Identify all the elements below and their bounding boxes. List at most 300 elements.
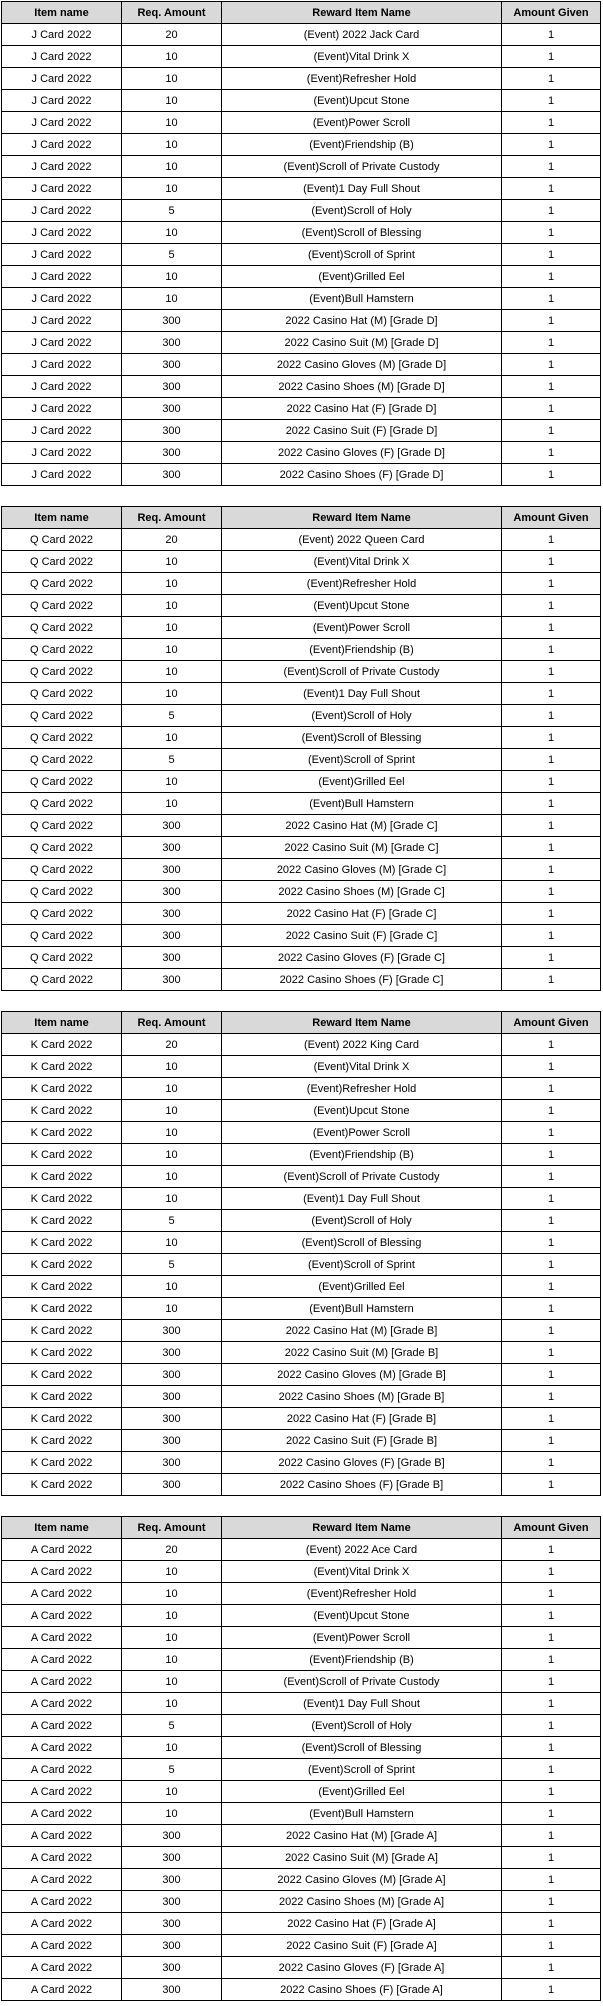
reward-item-name-cell: (Event)Scroll of Private Custody xyxy=(222,156,502,178)
req-amount-cell: 20 xyxy=(122,1539,222,1561)
amount-given-cell: 1 xyxy=(502,793,601,815)
req-amount-cell: 10 xyxy=(122,112,222,134)
table-row xyxy=(2,771,601,793)
item-name-cell: K Card 2022 xyxy=(2,1342,122,1364)
item-name-cell: Q Card 2022 xyxy=(2,551,122,573)
req-amount-cell: 10 xyxy=(122,1671,222,1693)
amount-given-cell: 1 xyxy=(502,288,601,310)
item-name-cell: Q Card 2022 xyxy=(2,947,122,969)
req-amount-cell: 10 xyxy=(122,178,222,200)
reward-item-name-cell: 2022 Casino Suit (M) [Grade A] xyxy=(222,1847,502,1869)
amount-given-cell: 1 xyxy=(502,1539,601,1561)
amount-given-cell: 1 xyxy=(502,1847,601,1869)
item-name-cell: A Card 2022 xyxy=(2,1803,122,1825)
item-name-cell: Q Card 2022 xyxy=(2,727,122,749)
req-amount-header: Req. Amount xyxy=(122,1517,222,1539)
table-row xyxy=(2,134,601,156)
table-row xyxy=(2,1935,601,1957)
amount-given-cell: 1 xyxy=(502,837,601,859)
table-row xyxy=(2,1430,601,1452)
req-amount-cell: 300 xyxy=(122,903,222,925)
table-row xyxy=(2,266,601,288)
reward-item-name-cell: 2022 Casino Shoes (F) [Grade A] xyxy=(222,1979,502,2001)
table-row xyxy=(2,112,601,134)
reward-item-name-cell: 2022 Casino Shoes (F) [Grade C] xyxy=(222,969,502,991)
reward-item-name-cell: (Event)Refresher Hold xyxy=(222,573,502,595)
amount-given-cell: 1 xyxy=(502,529,601,551)
req-amount-cell: 10 xyxy=(122,156,222,178)
item-name-cell: K Card 2022 xyxy=(2,1364,122,1386)
reward-item-name-cell: (Event)Scroll of Blessing xyxy=(222,222,502,244)
item-name-cell: J Card 2022 xyxy=(2,222,122,244)
amount-given-cell: 1 xyxy=(502,1759,601,1781)
req-amount-cell: 300 xyxy=(122,1320,222,1342)
amount-given-cell: 1 xyxy=(502,1188,601,1210)
amount-given-cell: 1 xyxy=(502,266,601,288)
table-row xyxy=(2,551,601,573)
item-name-header: Item name xyxy=(2,1012,122,1034)
req-amount-cell: 5 xyxy=(122,1210,222,1232)
amount-given-cell: 1 xyxy=(502,1100,601,1122)
reward-item-name-cell: 2022 Casino Suit (M) [Grade B] xyxy=(222,1342,502,1364)
req-amount-header: Req. Amount xyxy=(122,1012,222,1034)
amount-given-cell: 1 xyxy=(502,376,601,398)
amount-given-cell: 1 xyxy=(502,705,601,727)
table-row xyxy=(2,1649,601,1671)
req-amount-cell: 10 xyxy=(122,727,222,749)
table-row xyxy=(2,1408,601,1430)
table-row xyxy=(2,1781,601,1803)
amount-given-cell: 1 xyxy=(502,1276,601,1298)
item-name-cell: A Card 2022 xyxy=(2,1847,122,1869)
item-name-cell: Q Card 2022 xyxy=(2,859,122,881)
amount-given-cell: 1 xyxy=(502,749,601,771)
reward-item-name-cell: (Event)Scroll of Holy xyxy=(222,1210,502,1232)
table-row xyxy=(2,156,601,178)
req-amount-cell: 300 xyxy=(122,1935,222,1957)
table-row xyxy=(2,969,601,991)
req-amount-cell: 300 xyxy=(122,442,222,464)
item-name-cell: K Card 2022 xyxy=(2,1210,122,1232)
amount-given-cell: 1 xyxy=(502,1869,601,1891)
reward-item-name-cell: (Event)Scroll of Sprint xyxy=(222,244,502,266)
item-name-header: Item name xyxy=(2,1517,122,1539)
amount-given-cell: 1 xyxy=(502,1254,601,1276)
req-amount-cell: 10 xyxy=(122,1803,222,1825)
item-name-cell: A Card 2022 xyxy=(2,1891,122,1913)
amount-given-cell: 1 xyxy=(502,464,601,486)
table-row xyxy=(2,1166,601,1188)
req-amount-cell: 10 xyxy=(122,1649,222,1671)
amount-given-cell: 1 xyxy=(502,134,601,156)
amount-given-cell: 1 xyxy=(502,947,601,969)
table-row xyxy=(2,617,601,639)
reward-item-name-cell: 2022 Casino Hat (F) [Grade D] xyxy=(222,398,502,420)
amount-given-cell: 1 xyxy=(502,1825,601,1847)
amount-given-cell: 1 xyxy=(502,1605,601,1627)
table-row xyxy=(2,1539,601,1561)
req-amount-cell: 300 xyxy=(122,464,222,486)
table-row xyxy=(2,1583,601,1605)
amount-given-cell: 1 xyxy=(502,683,601,705)
req-amount-cell: 300 xyxy=(122,1452,222,1474)
item-name-cell: Q Card 2022 xyxy=(2,749,122,771)
reward-item-name-cell: (Event)Scroll of Private Custody xyxy=(222,1671,502,1693)
reward-item-name-cell: (Event)Scroll of Holy xyxy=(222,705,502,727)
amount-given-cell: 1 xyxy=(502,881,601,903)
table-row xyxy=(2,1232,601,1254)
item-name-cell: J Card 2022 xyxy=(2,288,122,310)
amount-given-cell: 1 xyxy=(502,112,601,134)
amount-given-cell: 1 xyxy=(502,1320,601,1342)
table-header-row xyxy=(2,507,601,529)
table-row xyxy=(2,529,601,551)
reward-item-name-cell: (Event)Upcut Stone xyxy=(222,1100,502,1122)
req-amount-cell: 10 xyxy=(122,639,222,661)
req-amount-cell: 10 xyxy=(122,551,222,573)
item-name-cell: A Card 2022 xyxy=(2,1935,122,1957)
item-name-cell: J Card 2022 xyxy=(2,420,122,442)
item-name-cell: A Card 2022 xyxy=(2,1869,122,1891)
req-amount-cell: 300 xyxy=(122,332,222,354)
table-row xyxy=(2,1100,601,1122)
item-name-cell: K Card 2022 xyxy=(2,1100,122,1122)
amount-given-cell: 1 xyxy=(502,332,601,354)
reward-item-name-cell: (Event) 2022 Ace Card xyxy=(222,1539,502,1561)
table-row xyxy=(2,1737,601,1759)
item-name-cell: A Card 2022 xyxy=(2,1715,122,1737)
item-name-cell: K Card 2022 xyxy=(2,1386,122,1408)
item-name-cell: K Card 2022 xyxy=(2,1166,122,1188)
item-name-cell: K Card 2022 xyxy=(2,1232,122,1254)
table-row xyxy=(2,903,601,925)
req-amount-cell: 5 xyxy=(122,1254,222,1276)
amount-given-cell: 1 xyxy=(502,46,601,68)
amount-given-cell: 1 xyxy=(502,1474,601,1496)
amount-given-cell: 1 xyxy=(502,90,601,112)
item-name-cell: K Card 2022 xyxy=(2,1254,122,1276)
req-amount-cell: 20 xyxy=(122,1034,222,1056)
item-name-header: Item name xyxy=(2,507,122,529)
req-amount-cell: 10 xyxy=(122,1605,222,1627)
item-name-cell: A Card 2022 xyxy=(2,1825,122,1847)
req-amount-cell: 10 xyxy=(122,595,222,617)
item-name-cell: A Card 2022 xyxy=(2,1979,122,2001)
table-row xyxy=(2,1034,601,1056)
req-amount-cell: 10 xyxy=(122,90,222,112)
reward-item-name-header: Reward Item Name xyxy=(222,2,502,24)
reward-item-name-cell: (Event)Grilled Eel xyxy=(222,266,502,288)
reward-item-name-cell: 2022 Casino Shoes (M) [Grade A] xyxy=(222,1891,502,1913)
reward-item-name-cell: 2022 Casino Gloves (F) [Grade A] xyxy=(222,1957,502,1979)
reward-table xyxy=(1,1011,601,1496)
item-name-cell: K Card 2022 xyxy=(2,1452,122,1474)
req-amount-cell: 10 xyxy=(122,1583,222,1605)
item-name-cell: K Card 2022 xyxy=(2,1144,122,1166)
reward-item-name-cell: (Event)1 Day Full Shout xyxy=(222,178,502,200)
reward-item-name-cell: 2022 Casino Shoes (M) [Grade D] xyxy=(222,376,502,398)
reward-item-name-cell: 2022 Casino Hat (M) [Grade A] xyxy=(222,1825,502,1847)
table-row xyxy=(2,1627,601,1649)
req-amount-cell: 10 xyxy=(122,1056,222,1078)
reward-item-name-cell: (Event)Bull Hamstern xyxy=(222,1803,502,1825)
amount-given-cell: 1 xyxy=(502,903,601,925)
item-name-cell: Q Card 2022 xyxy=(2,573,122,595)
table-row xyxy=(2,90,601,112)
item-name-cell: Q Card 2022 xyxy=(2,661,122,683)
reward-item-name-cell: 2022 Casino Gloves (F) [Grade B] xyxy=(222,1452,502,1474)
reward-item-name-header: Reward Item Name xyxy=(222,1517,502,1539)
reward-item-name-cell: (Event)Vital Drink X xyxy=(222,1561,502,1583)
amount-given-cell: 1 xyxy=(502,24,601,46)
req-amount-cell: 300 xyxy=(122,1825,222,1847)
amount-given-cell: 1 xyxy=(502,1649,601,1671)
amount-given-cell: 1 xyxy=(502,771,601,793)
reward-item-name-cell: 2022 Casino Hat (F) [Grade C] xyxy=(222,903,502,925)
reward-item-name-cell: (Event)Power Scroll xyxy=(222,1627,502,1649)
req-amount-cell: 300 xyxy=(122,1430,222,1452)
table-row xyxy=(2,1979,601,2001)
table-row xyxy=(2,178,601,200)
item-name-cell: A Card 2022 xyxy=(2,1781,122,1803)
amount-given-cell: 1 xyxy=(502,1210,601,1232)
amount-given-header: Amount Given xyxy=(502,1012,601,1034)
req-amount-cell: 10 xyxy=(122,1232,222,1254)
item-name-cell: J Card 2022 xyxy=(2,464,122,486)
amount-given-cell: 1 xyxy=(502,1144,601,1166)
reward-item-name-cell: (Event)Vital Drink X xyxy=(222,46,502,68)
table-row xyxy=(2,947,601,969)
reward-item-name-header: Reward Item Name xyxy=(222,1012,502,1034)
table-row xyxy=(2,464,601,486)
table-header-row xyxy=(2,2,601,24)
table-row xyxy=(2,68,601,90)
reward-item-name-cell: (Event)Power Scroll xyxy=(222,617,502,639)
table-row xyxy=(2,1144,601,1166)
table-row xyxy=(2,1188,601,1210)
item-name-cell: A Card 2022 xyxy=(2,1627,122,1649)
table-row xyxy=(2,1825,601,1847)
req-amount-cell: 10 xyxy=(122,683,222,705)
amount-given-cell: 1 xyxy=(502,925,601,947)
amount-given-cell: 1 xyxy=(502,1957,601,1979)
item-name-cell: J Card 2022 xyxy=(2,112,122,134)
table-row xyxy=(2,442,601,464)
reward-item-name-cell: (Event)1 Day Full Shout xyxy=(222,1188,502,1210)
req-amount-cell: 10 xyxy=(122,1737,222,1759)
table-row xyxy=(2,398,601,420)
item-name-cell: K Card 2022 xyxy=(2,1078,122,1100)
req-amount-cell: 10 xyxy=(122,1122,222,1144)
item-name-cell: K Card 2022 xyxy=(2,1122,122,1144)
req-amount-header: Req. Amount xyxy=(122,2,222,24)
amount-given-cell: 1 xyxy=(502,156,601,178)
req-amount-cell: 10 xyxy=(122,288,222,310)
req-amount-cell: 10 xyxy=(122,266,222,288)
reward-table xyxy=(1,1516,601,2001)
item-name-cell: Q Card 2022 xyxy=(2,969,122,991)
reward-item-name-cell: 2022 Casino Shoes (F) [Grade B] xyxy=(222,1474,502,1496)
amount-given-cell: 1 xyxy=(502,1891,601,1913)
reward-item-name-header: Reward Item Name xyxy=(222,507,502,529)
req-amount-cell: 10 xyxy=(122,1166,222,1188)
amount-given-cell: 1 xyxy=(502,661,601,683)
amount-given-cell: 1 xyxy=(502,222,601,244)
req-amount-cell: 300 xyxy=(122,354,222,376)
item-name-cell: A Card 2022 xyxy=(2,1605,122,1627)
reward-item-name-cell: 2022 Casino Suit (F) [Grade A] xyxy=(222,1935,502,1957)
table-row xyxy=(2,1605,601,1627)
table-row xyxy=(2,1386,601,1408)
table-row xyxy=(2,1276,601,1298)
req-amount-cell: 5 xyxy=(122,749,222,771)
table-row xyxy=(2,727,601,749)
table-row xyxy=(2,244,601,266)
table-row xyxy=(2,1891,601,1913)
req-amount-cell: 10 xyxy=(122,617,222,639)
req-amount-cell: 20 xyxy=(122,529,222,551)
item-name-cell: Q Card 2022 xyxy=(2,903,122,925)
amount-given-cell: 1 xyxy=(502,551,601,573)
item-name-cell: J Card 2022 xyxy=(2,442,122,464)
item-name-cell: K Card 2022 xyxy=(2,1056,122,1078)
amount-given-header: Amount Given xyxy=(502,1517,601,1539)
amount-given-cell: 1 xyxy=(502,1122,601,1144)
item-name-cell: A Card 2022 xyxy=(2,1561,122,1583)
reward-item-name-cell: 2022 Casino Suit (F) [Grade C] xyxy=(222,925,502,947)
item-name-cell: K Card 2022 xyxy=(2,1408,122,1430)
table-row xyxy=(2,1210,601,1232)
table-row xyxy=(2,1715,601,1737)
req-amount-cell: 10 xyxy=(122,573,222,595)
item-name-cell: J Card 2022 xyxy=(2,134,122,156)
req-amount-cell: 10 xyxy=(122,46,222,68)
reward-item-name-cell: (Event)Upcut Stone xyxy=(222,90,502,112)
req-amount-header: Req. Amount xyxy=(122,507,222,529)
reward-item-name-cell: (Event)Refresher Hold xyxy=(222,1078,502,1100)
table-row xyxy=(2,332,601,354)
table-header-row xyxy=(2,1517,601,1539)
item-name-cell: K Card 2022 xyxy=(2,1298,122,1320)
reward-item-name-cell: 2022 Casino Suit (M) [Grade C] xyxy=(222,837,502,859)
amount-given-cell: 1 xyxy=(502,68,601,90)
reward-item-name-cell: (Event)Friendship (B) xyxy=(222,639,502,661)
amount-given-cell: 1 xyxy=(502,1342,601,1364)
req-amount-cell: 300 xyxy=(122,1869,222,1891)
reward-item-name-cell: (Event) 2022 Jack Card xyxy=(222,24,502,46)
amount-given-cell: 1 xyxy=(502,1913,601,1935)
table-row xyxy=(2,1693,601,1715)
reward-item-name-cell: 2022 Casino Gloves (F) [Grade C] xyxy=(222,947,502,969)
amount-given-cell: 1 xyxy=(502,1715,601,1737)
item-name-cell: Q Card 2022 xyxy=(2,683,122,705)
reward-item-name-cell: (Event)Friendship (B) xyxy=(222,1649,502,1671)
table-row xyxy=(2,595,601,617)
req-amount-cell: 300 xyxy=(122,1386,222,1408)
table-row xyxy=(2,1298,601,1320)
item-name-cell: J Card 2022 xyxy=(2,200,122,222)
req-amount-cell: 5 xyxy=(122,200,222,222)
amount-given-cell: 1 xyxy=(502,1232,601,1254)
req-amount-cell: 300 xyxy=(122,1957,222,1979)
reward-item-name-cell: (Event)Vital Drink X xyxy=(222,1056,502,1078)
reward-item-name-cell: (Event)Upcut Stone xyxy=(222,1605,502,1627)
item-name-cell: Q Card 2022 xyxy=(2,881,122,903)
reward-item-name-cell: 2022 Casino Gloves (F) [Grade D] xyxy=(222,442,502,464)
reward-item-name-cell: 2022 Casino Hat (M) [Grade D] xyxy=(222,310,502,332)
table-row xyxy=(2,749,601,771)
table-header-row xyxy=(2,1012,601,1034)
amount-given-cell: 1 xyxy=(502,639,601,661)
table-row xyxy=(2,1847,601,1869)
req-amount-cell: 10 xyxy=(122,1298,222,1320)
amount-given-cell: 1 xyxy=(502,1298,601,1320)
item-name-cell: A Card 2022 xyxy=(2,1737,122,1759)
item-name-cell: J Card 2022 xyxy=(2,310,122,332)
reward-item-name-cell: (Event)Upcut Stone xyxy=(222,595,502,617)
table-row xyxy=(2,354,601,376)
table-row xyxy=(2,1078,601,1100)
table-row xyxy=(2,661,601,683)
item-name-cell: J Card 2022 xyxy=(2,332,122,354)
reward-item-name-cell: (Event)Scroll of Private Custody xyxy=(222,1166,502,1188)
reward-item-name-cell: (Event)Power Scroll xyxy=(222,112,502,134)
item-name-cell: Q Card 2022 xyxy=(2,815,122,837)
table-row xyxy=(2,1254,601,1276)
req-amount-cell: 300 xyxy=(122,925,222,947)
req-amount-cell: 10 xyxy=(122,661,222,683)
item-name-cell: Q Card 2022 xyxy=(2,617,122,639)
req-amount-cell: 10 xyxy=(122,793,222,815)
req-amount-cell: 300 xyxy=(122,1408,222,1430)
reward-item-name-cell: (Event)1 Day Full Shout xyxy=(222,683,502,705)
table-row xyxy=(2,1056,601,1078)
reward-item-name-cell: (Event)Scroll of Sprint xyxy=(222,1759,502,1781)
req-amount-cell: 300 xyxy=(122,310,222,332)
reward-item-name-cell: 2022 Casino Shoes (M) [Grade B] xyxy=(222,1386,502,1408)
item-name-cell: A Card 2022 xyxy=(2,1693,122,1715)
reward-item-name-cell: (Event)Power Scroll xyxy=(222,1122,502,1144)
item-name-cell: J Card 2022 xyxy=(2,156,122,178)
reward-item-name-cell: (Event)Scroll of Holy xyxy=(222,1715,502,1737)
item-name-cell: J Card 2022 xyxy=(2,266,122,288)
req-amount-cell: 10 xyxy=(122,68,222,90)
table-row xyxy=(2,837,601,859)
item-name-cell: J Card 2022 xyxy=(2,354,122,376)
amount-given-cell: 1 xyxy=(502,595,601,617)
reward-item-name-cell: 2022 Casino Shoes (F) [Grade D] xyxy=(222,464,502,486)
table-row xyxy=(2,881,601,903)
reward-table xyxy=(1,1,601,486)
item-name-header: Item name xyxy=(2,2,122,24)
table-row xyxy=(2,1803,601,1825)
req-amount-cell: 10 xyxy=(122,1276,222,1298)
amount-given-cell: 1 xyxy=(502,1737,601,1759)
reward-item-name-cell: (Event)Friendship (B) xyxy=(222,1144,502,1166)
req-amount-cell: 300 xyxy=(122,1364,222,1386)
req-amount-cell: 10 xyxy=(122,1188,222,1210)
table-row xyxy=(2,222,601,244)
amount-given-cell: 1 xyxy=(502,1803,601,1825)
amount-given-cell: 1 xyxy=(502,1583,601,1605)
item-name-cell: Q Card 2022 xyxy=(2,793,122,815)
amount-given-cell: 1 xyxy=(502,1430,601,1452)
amount-given-cell: 1 xyxy=(502,1979,601,2001)
table-row xyxy=(2,1561,601,1583)
item-name-cell: J Card 2022 xyxy=(2,90,122,112)
item-name-cell: K Card 2022 xyxy=(2,1474,122,1496)
item-name-cell: J Card 2022 xyxy=(2,24,122,46)
